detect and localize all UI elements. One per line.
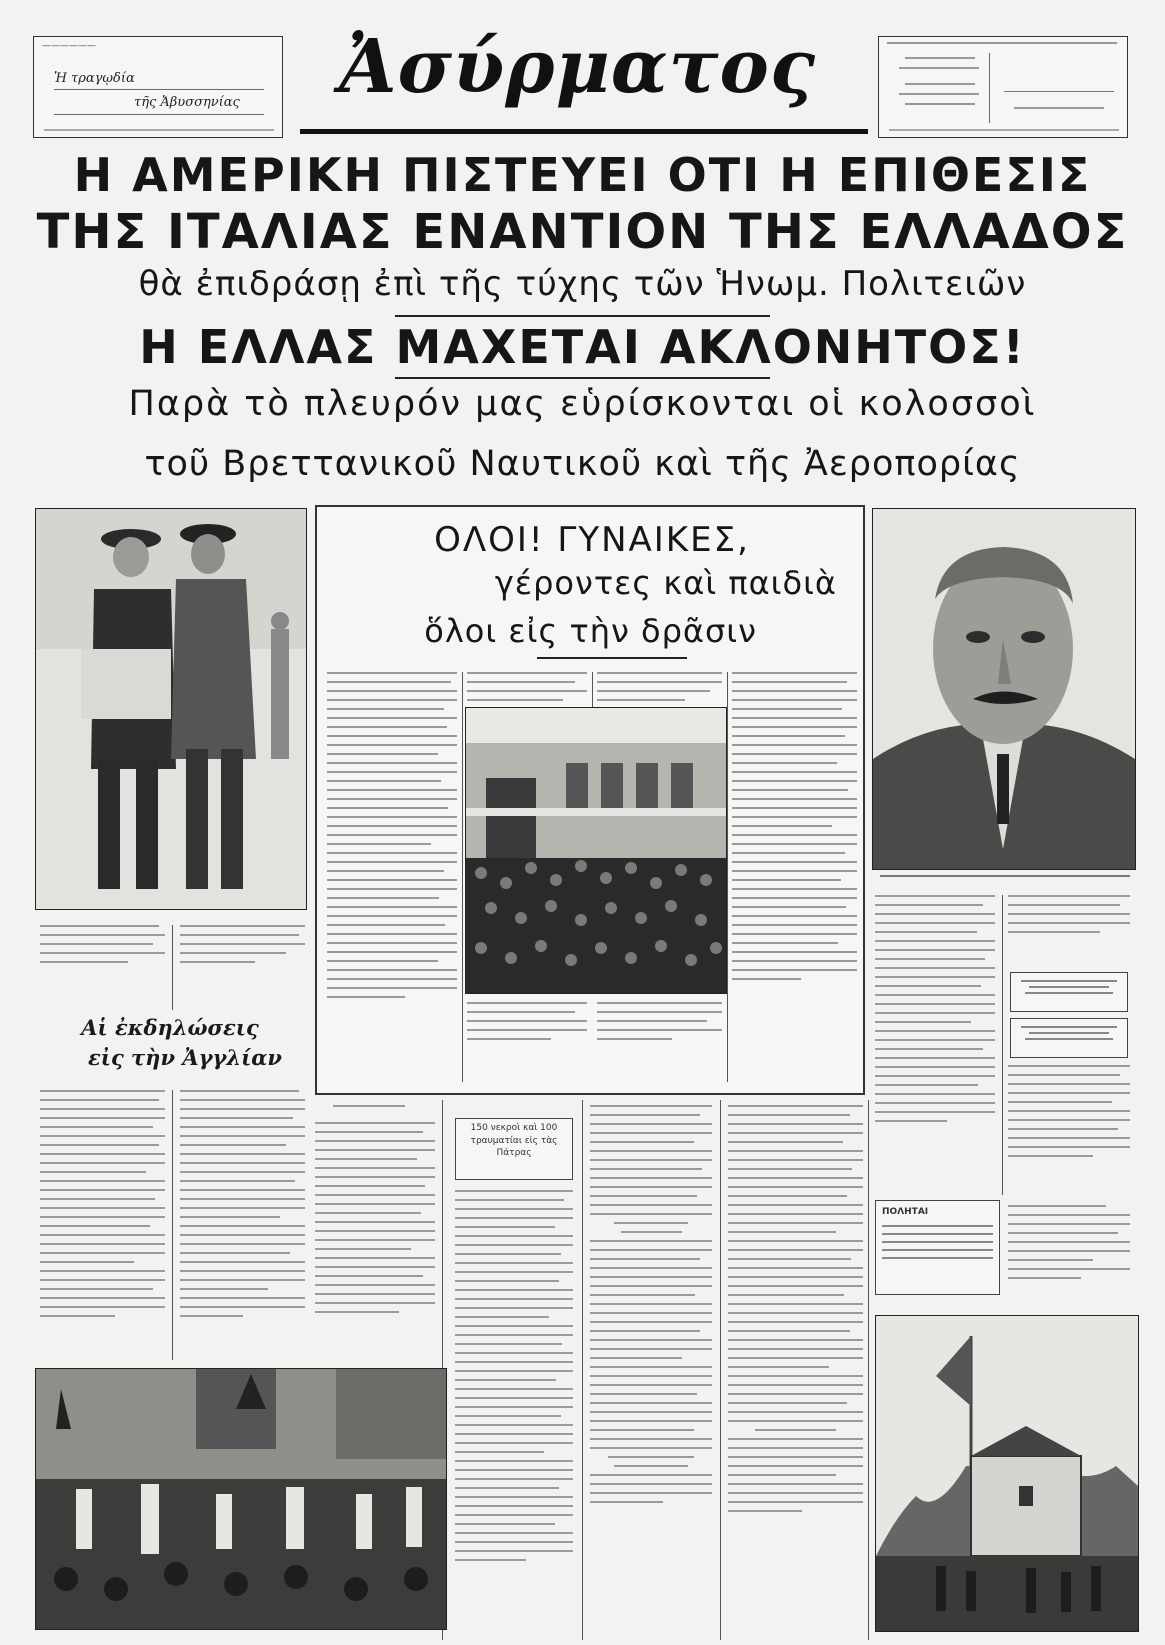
right-ear-box xyxy=(878,36,1128,138)
right-politai-box xyxy=(875,1200,1000,1295)
masthead-underline xyxy=(300,129,868,134)
england-subhead-line2: εἰς τὴν Ἀγγλίαν xyxy=(88,1045,282,1070)
march-photo xyxy=(35,1368,447,1630)
officers-photo xyxy=(35,508,307,910)
england-article-col-a xyxy=(40,1090,165,1360)
casualties-box xyxy=(455,1118,573,1180)
center-box-title-line3: ὅλοι εἰς τὴν δρᾶσιν xyxy=(424,612,757,650)
right-notice-box-1 xyxy=(1010,972,1128,1012)
headline-2-subline-2: τοῦ Βρεττανικοῦ Ναυτικοῦ καὶ τῆς Ἀεροπορίας xyxy=(144,444,1021,484)
masthead-title: Ἀσύρματος xyxy=(339,24,816,110)
right-article-col-b-bottom xyxy=(1008,1065,1130,1195)
center-article-box xyxy=(315,505,865,1095)
england-article-col-b xyxy=(180,1090,305,1360)
left-ear-line2: τῆς Ἀβυσσηνίας xyxy=(134,95,240,110)
right-notice-box-2 xyxy=(1010,1018,1128,1058)
portrait-caption xyxy=(880,875,1130,885)
right-article-col-c xyxy=(1008,1205,1130,1300)
portrait-photo xyxy=(872,508,1136,870)
church-flag-photo xyxy=(875,1315,1139,1632)
center-col-2-bottom xyxy=(467,1002,587,1082)
headline-1-line-1: Η ΑΜΕΡΙΚΗ ΠΙΣΤΕΥΕΙ ΟΤΙ Η ΕΠΙΘΕΣΙΣ xyxy=(73,148,1092,202)
left-ear-line1: Ἡ τραγῳδία xyxy=(54,71,135,86)
center-col-4 xyxy=(732,672,857,1082)
center-col-3-bottom xyxy=(597,1002,722,1082)
left-ear-box: —————— Ἡ τραγῳδία τῆς Ἀβυσσηνίας xyxy=(33,36,283,138)
politai-label: ΠΟΛΗΤΑΙ xyxy=(882,1207,929,1217)
england-subhead-line1: Αἱ ἐκδηλώσεις xyxy=(81,1015,259,1040)
headline-1-line-2: ΤΗΣ ΙΤΑΛΙΑΣ ΕΝΑΝΤΙΟΝ ΤΗΣ ΕΛΛΑΔΟΣ xyxy=(36,204,1129,260)
crowd-building-photo xyxy=(465,707,727,994)
right-article-col-a xyxy=(875,895,995,1195)
left-article-col-b xyxy=(180,925,305,1015)
left-article-col-a xyxy=(40,925,165,1015)
lower-col-1 xyxy=(315,1105,435,1360)
lower-col-2 xyxy=(455,1190,573,1635)
headline-2-subline-1: Παρὰ τὸ πλευρόν μας εὑρίσκονται οἱ κολοσσοὶ xyxy=(128,384,1037,424)
headline-divider-1 xyxy=(395,315,770,317)
center-box-title-line1: ΟΛΟΙ! ΓΥΝΑΙΚΕΣ, xyxy=(434,520,750,560)
headline-2: Η ΕΛΛΑΣ ΜΑΧΕΤΑΙ ΑΚΛΟΝΗΤΟΣ! xyxy=(139,320,1026,374)
center-col-2-top xyxy=(467,672,587,712)
center-box-title-line2: γέροντες καὶ παιδιὰ xyxy=(494,564,837,602)
casualties-text: 150 νεκροὶ καὶ 100 τραυματίαι εἰς τὰς Πάτρας xyxy=(470,1123,558,1159)
headline-divider-2 xyxy=(395,377,770,379)
center-col-3-top xyxy=(597,672,722,712)
lower-col-3 xyxy=(590,1105,712,1635)
right-article-col-b-top xyxy=(1008,895,1130,970)
center-col-1 xyxy=(327,672,457,1082)
headline-1-subline: θὰ ἐπιδράσῃ ἐπὶ τῆς τύχης τῶν Ἡνωμ. Πολιτειῶν xyxy=(138,264,1027,304)
lower-col-4 xyxy=(728,1105,863,1635)
